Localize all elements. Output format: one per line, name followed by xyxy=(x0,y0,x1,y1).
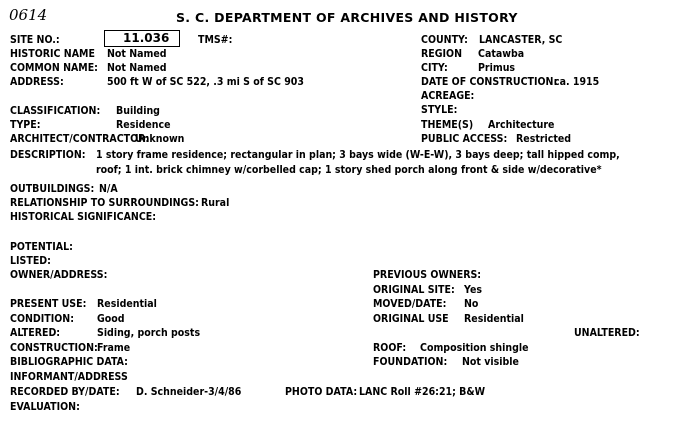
listed-label: LISTED: xyxy=(10,254,51,267)
altered-label: ALTERED: xyxy=(10,326,61,339)
altered-value: Siding, porch posts xyxy=(97,326,201,339)
construction-label: CONSTRUCTION: xyxy=(10,341,98,354)
historical-significance-label: HISTORICAL SIGNIFICANCE: xyxy=(10,210,157,223)
photo-data-label: PHOTO DATA: xyxy=(285,385,358,398)
page-title: S. C. DEPARTMENT OF ARCHIVES AND HISTORY xyxy=(176,10,518,25)
address-value: 500 ft W of SC 522, .3 mi S of SC 903 xyxy=(107,75,304,88)
present-use-label: PRESENT USE: xyxy=(10,297,87,310)
previous-owners-label: PREVIOUS OWNERS: xyxy=(373,268,482,281)
type-value: Residence xyxy=(116,118,171,131)
region-label: REGION xyxy=(421,47,462,60)
common-name-value: Not Named xyxy=(107,61,167,74)
moved-date-label: MOVED/DATE: xyxy=(373,297,447,310)
address-label: ADDRESS: xyxy=(10,75,64,88)
construction-value: Frame xyxy=(97,341,131,354)
classification-value: Building xyxy=(116,104,160,117)
site-no-value: 11.036 xyxy=(123,31,170,45)
region-value: Catawba xyxy=(478,47,525,60)
present-use-value: Residential xyxy=(97,297,157,310)
informant-label: INFORMANT/ADDRESS xyxy=(10,370,128,383)
city-label: CITY: xyxy=(421,61,448,74)
themes-value: Architecture xyxy=(488,118,555,131)
public-access-label: PUBLIC ACCESS: xyxy=(421,132,508,145)
classification-label: CLASSIFICATION: xyxy=(10,104,101,117)
historic-name-label: HISTORIC NAME xyxy=(10,47,95,60)
moved-date-value: No xyxy=(464,297,479,310)
architect-label: ARCHITECT/CONTRACTOR: xyxy=(10,132,150,145)
recorded-by-label: RECORDED BY/DATE: xyxy=(10,385,120,398)
outbuildings-value: N/A xyxy=(99,182,118,195)
tms-label: TMS#: xyxy=(198,33,233,46)
original-site-label: ORIGINAL SITE: xyxy=(373,283,455,296)
unaltered-label: UNALTERED: xyxy=(574,326,640,339)
county-label: COUNTY: xyxy=(421,33,468,46)
description-line-1: 1 story frame residence; rectangular in plan; 3 bays wide (W-E-W), 3 bays deep; tall hipped comp, xyxy=(96,148,620,161)
bibliographic-label: BIBLIOGRAPHIC DATA: xyxy=(10,355,128,368)
foundation-label: FOUNDATION: xyxy=(373,355,448,368)
public-access-value: Restricted xyxy=(516,132,572,145)
style-label: STYLE: xyxy=(421,103,458,116)
city-value: Primus xyxy=(478,61,516,74)
date-of-construction-label: DATE OF CONSTRUCTION: xyxy=(421,75,558,88)
relationship-value: Rural xyxy=(201,196,230,209)
description-line-2: roof; 1 int. brick chimney w/corbelled cap; 1 story shed porch along front & side w/decorative* xyxy=(96,163,602,176)
condition-label: CONDITION: xyxy=(10,312,74,325)
historic-name-value: Not Named xyxy=(107,47,167,60)
outbuildings-label: OUTBUILDINGS: xyxy=(10,182,95,195)
original-use-label: ORIGINAL USE xyxy=(373,312,449,325)
original-use-value: Residential xyxy=(464,312,524,325)
roof-value: Composition shingle xyxy=(420,341,529,354)
condition-value: Good xyxy=(97,312,125,325)
acreage-label: ACREAGE: xyxy=(421,89,475,102)
foundation-value: Not visible xyxy=(462,355,519,368)
recorded-by-value: D. Schneider-3/4/86 xyxy=(136,385,242,398)
architect-value: Unknown xyxy=(135,132,185,145)
date-of-construction-value: ca. 1915 xyxy=(554,75,600,88)
roof-label: ROOF: xyxy=(373,341,407,354)
potential-label: POTENTIAL: xyxy=(10,240,73,253)
photo-data-value: LANC Roll #26:21; B&W xyxy=(359,385,486,398)
site-no-label: SITE NO.: xyxy=(10,33,60,46)
original-site-value: Yes xyxy=(464,283,483,296)
description-label: DESCRIPTION: xyxy=(10,148,86,161)
file-number: 0614 xyxy=(9,6,48,24)
relationship-label: RELATIONSHIP TO SURROUNDINGS: xyxy=(10,196,199,209)
type-label: TYPE: xyxy=(10,118,41,131)
common-name-label: COMMON NAME: xyxy=(10,61,98,74)
themes-label: THEME(S) xyxy=(421,118,474,131)
owner-address-label: OWNER/ADDRESS: xyxy=(10,268,108,281)
county-value: LANCASTER, SC xyxy=(479,33,563,46)
evaluation-label: EVALUATION: xyxy=(10,400,80,413)
